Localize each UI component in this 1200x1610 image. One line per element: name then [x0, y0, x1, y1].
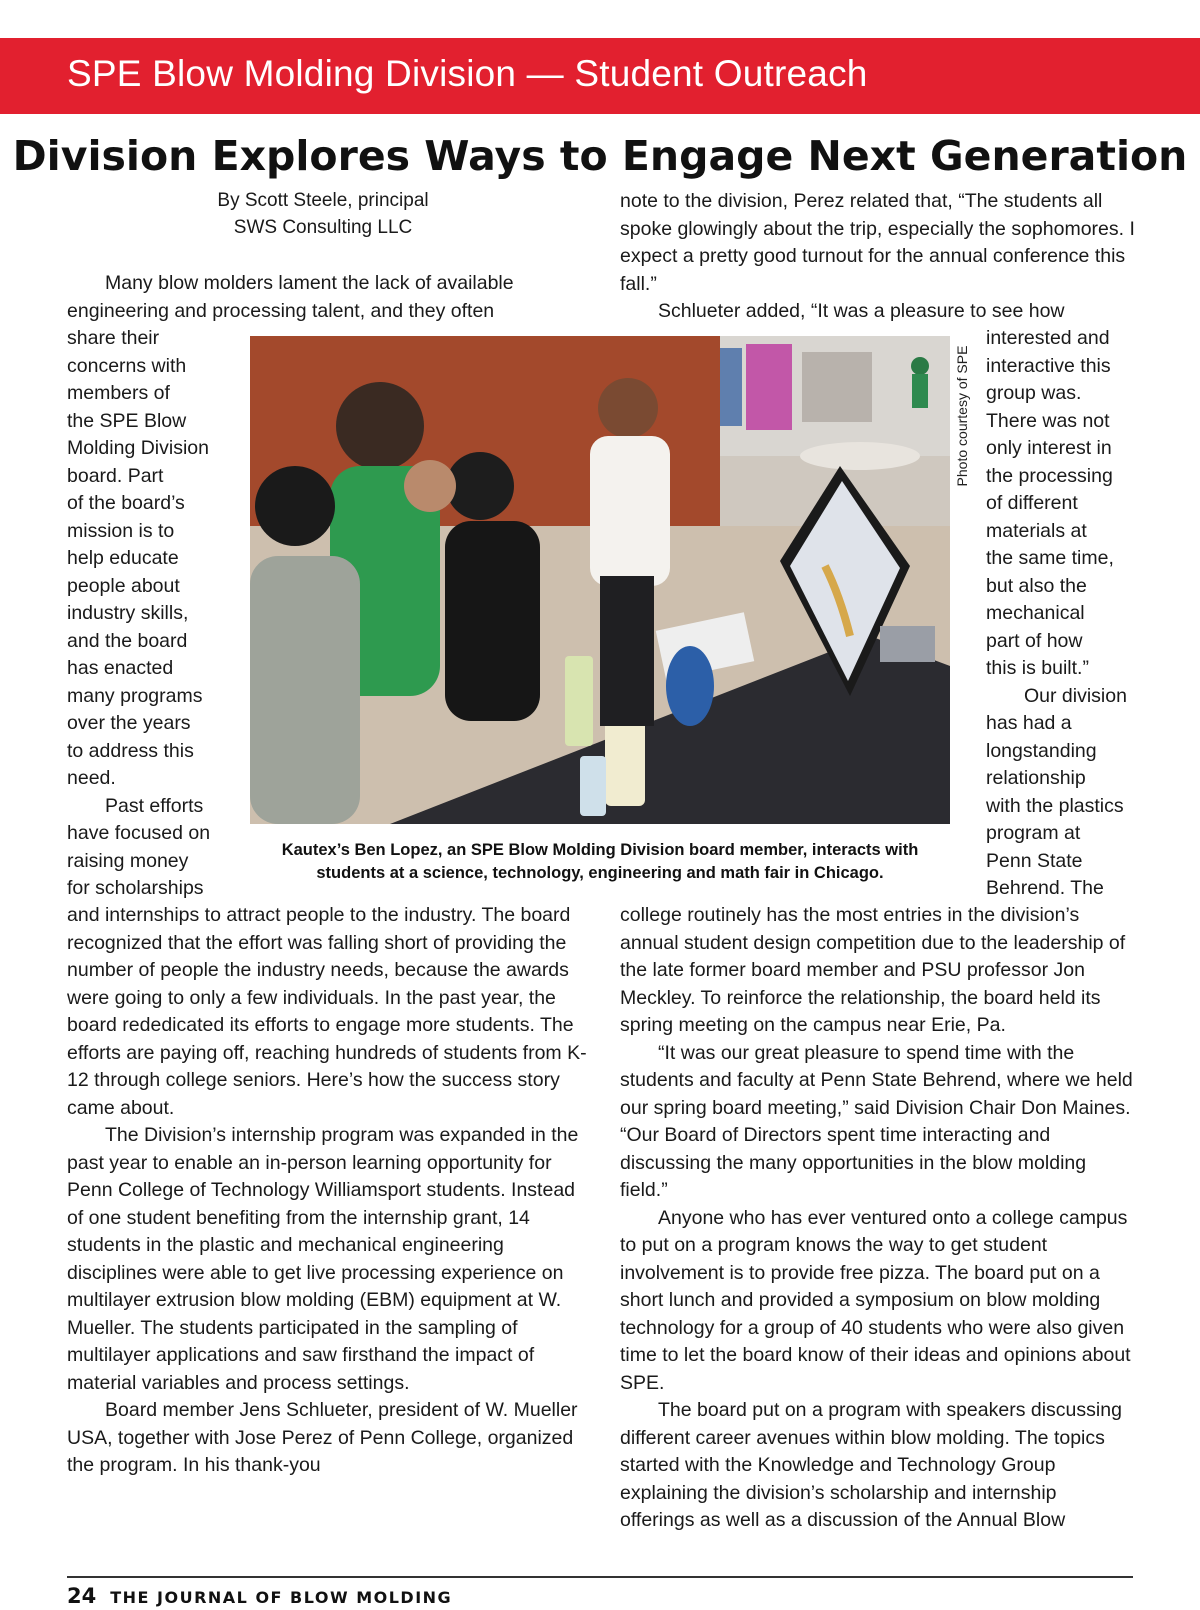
- photo-credit: [954, 338, 972, 498]
- text-line: have focused on: [67, 822, 211, 844]
- paragraph: The Division’s internship program was expanded in the past year to enable an in-person learning opportunity for Penn College of Technology Williamsport students. Instead of one student benefiting from the internship grant, 14 students in the plastic and mechanical engineering disciplines were able to get live processing experience on multilayer extrusion blow molding (EBM) equipment at W. Mueller. The students participated in the sampling of multilayer applications and saw firsthand the impact of material variables and process settings.: [67, 1124, 579, 1394]
- text-line: but also the: [986, 574, 1087, 597]
- text-line: raising money: [67, 849, 189, 872]
- byline-author: By Scott Steele, principal: [217, 190, 429, 211]
- text-line: Behrend. The: [986, 877, 1104, 899]
- paragraph: Board member Jens Schlueter, president of W. Mueller USA, together with Jose Perez of Penn College, organized the program. In his thank-you: [67, 1399, 578, 1476]
- photo-credit-text: Photo courtesy of SPE: [954, 345, 970, 487]
- text-line: the SPE Blow: [67, 409, 187, 432]
- text-line: the same time,: [986, 547, 1114, 569]
- text-line: help educate: [67, 547, 179, 569]
- text-line: mission is to: [67, 519, 175, 542]
- text-line: There was not: [986, 409, 1110, 432]
- text-line: longstanding: [986, 739, 1097, 762]
- paragraph: Schlueter added, “It was a pleasure to see how: [658, 300, 1065, 322]
- stem-fair-photo-illustration: [250, 336, 950, 824]
- text-line: with the plastics: [986, 794, 1124, 817]
- paragraph: Anyone who has ever ventured onto a college campus to put on a program knows the way to get student involvement is to provide free pizza. The board put on a short lunch and provided a symposium on blow molding technology for a group of 40 students who were also given time to let the board know of their ideas and opinions about SPE.: [620, 1206, 1131, 1394]
- article-headline: Division Explores Ways to Engage Next Generation: [12, 132, 1188, 180]
- byline-company: SWS Consulting LLC: [233, 217, 413, 238]
- text-line: many programs: [67, 684, 203, 707]
- text-line: engineering and processing talent, and they often: [67, 299, 495, 322]
- text-line: materials at: [986, 519, 1087, 542]
- right-column-wrap: [986, 325, 1146, 903]
- text-line: of the board’s: [67, 492, 185, 514]
- text-line: relationship: [986, 767, 1086, 789]
- left-column-top: [67, 270, 587, 325]
- text-line: over the years: [67, 712, 191, 734]
- text-line: group was.: [986, 382, 1082, 404]
- paragraph: college routinely has the most entries in the division’s annual student design competition due to the leadership of the late former board member and PSU professor Jon Meckley. To reinforce the relationship, the board held its spring meeting on the campus near Erie, Pa.: [620, 904, 1126, 1036]
- byline: [67, 187, 579, 241]
- paragraph: note to the division, Perez related that, “The students all spoke glowingly about the trip, especially the sophomores. I expect a pretty good turnout for the annual conference this fall.”: [620, 190, 1135, 295]
- left-column-bottom: [67, 902, 587, 1480]
- text-line: the processing: [986, 464, 1113, 487]
- right-column-bottom: [620, 902, 1135, 1535]
- right-column-top: [620, 188, 1135, 326]
- text-line: this is built.”: [986, 657, 1089, 679]
- text-line: Our division: [1024, 684, 1127, 707]
- paragraph: The board put on a program with speakers discussing different career avenues within blow molding. The topics started with the Knowledge and Technology Group explaining the division’s scholarship and internship offerings as well as a discussion of the Annual Blow: [620, 1399, 1122, 1531]
- text-line: interested and: [986, 327, 1110, 349]
- text-line: for scholarships: [67, 877, 204, 899]
- text-line: Molding Division: [67, 437, 209, 459]
- text-line: Many blow molders lament the lack of available: [105, 272, 514, 294]
- text-line: concerns with: [67, 354, 187, 377]
- text-line: of different: [986, 492, 1078, 514]
- text-line: to address this: [67, 739, 194, 762]
- paragraph: “It was our great pleasure to spend time with the students and faculty at Penn State Behrend, where we held our spring board meeting,” said Division Chair Don Maines. “Our Board of Directors spent time interacting and discussing the many opportunities in the blow molding field.”: [620, 1041, 1133, 1201]
- paragraph: and internships to attract people to the industry. The board recognized that the effort was falling short of providing the number of people the industry needs, because the awards were going to only a few individuals. In the past year, the board rededicated its efforts to engage more students. The efforts are paying off, reaching hundreds of students from K-12 through college seniors. Here’s how the success story came about.: [67, 904, 587, 1119]
- section-title: SPE Blow Molding Division — Student Outreach: [67, 53, 868, 94]
- section-banner: [0, 38, 1200, 114]
- photo-caption: Kautex’s Ben Lopez, an SPE Blow Molding Division board member, interacts with students at a science, technology, engineering and math fair in Chicago.: [281, 841, 919, 882]
- text-line: mechanical: [986, 602, 1085, 624]
- text-line: program at: [986, 822, 1081, 844]
- text-line: has enacted: [67, 657, 174, 679]
- footer-rule: [67, 1576, 1133, 1578]
- text-line: share their: [67, 327, 160, 349]
- text-line: and the board: [67, 629, 188, 652]
- page-footer: [67, 1584, 452, 1610]
- text-line: industry skills,: [67, 602, 189, 624]
- article-photo: [250, 336, 950, 824]
- text-line: Past efforts: [105, 794, 204, 817]
- text-line: board. Part: [67, 464, 164, 487]
- text-line: part of how: [986, 629, 1083, 652]
- left-column-wrap: [67, 325, 247, 903]
- text-line: members of: [67, 382, 170, 404]
- text-line: only interest in: [986, 437, 1112, 459]
- text-line: need.: [67, 767, 116, 789]
- text-line: Penn State: [986, 849, 1083, 872]
- publication-name: THE JOURNAL OF BLOW MOLDING: [110, 1588, 453, 1607]
- text-line: has had a: [986, 712, 1072, 734]
- text-line: interactive this: [986, 354, 1111, 377]
- text-line: people about: [67, 574, 180, 597]
- page-number: 24: [67, 1584, 97, 1608]
